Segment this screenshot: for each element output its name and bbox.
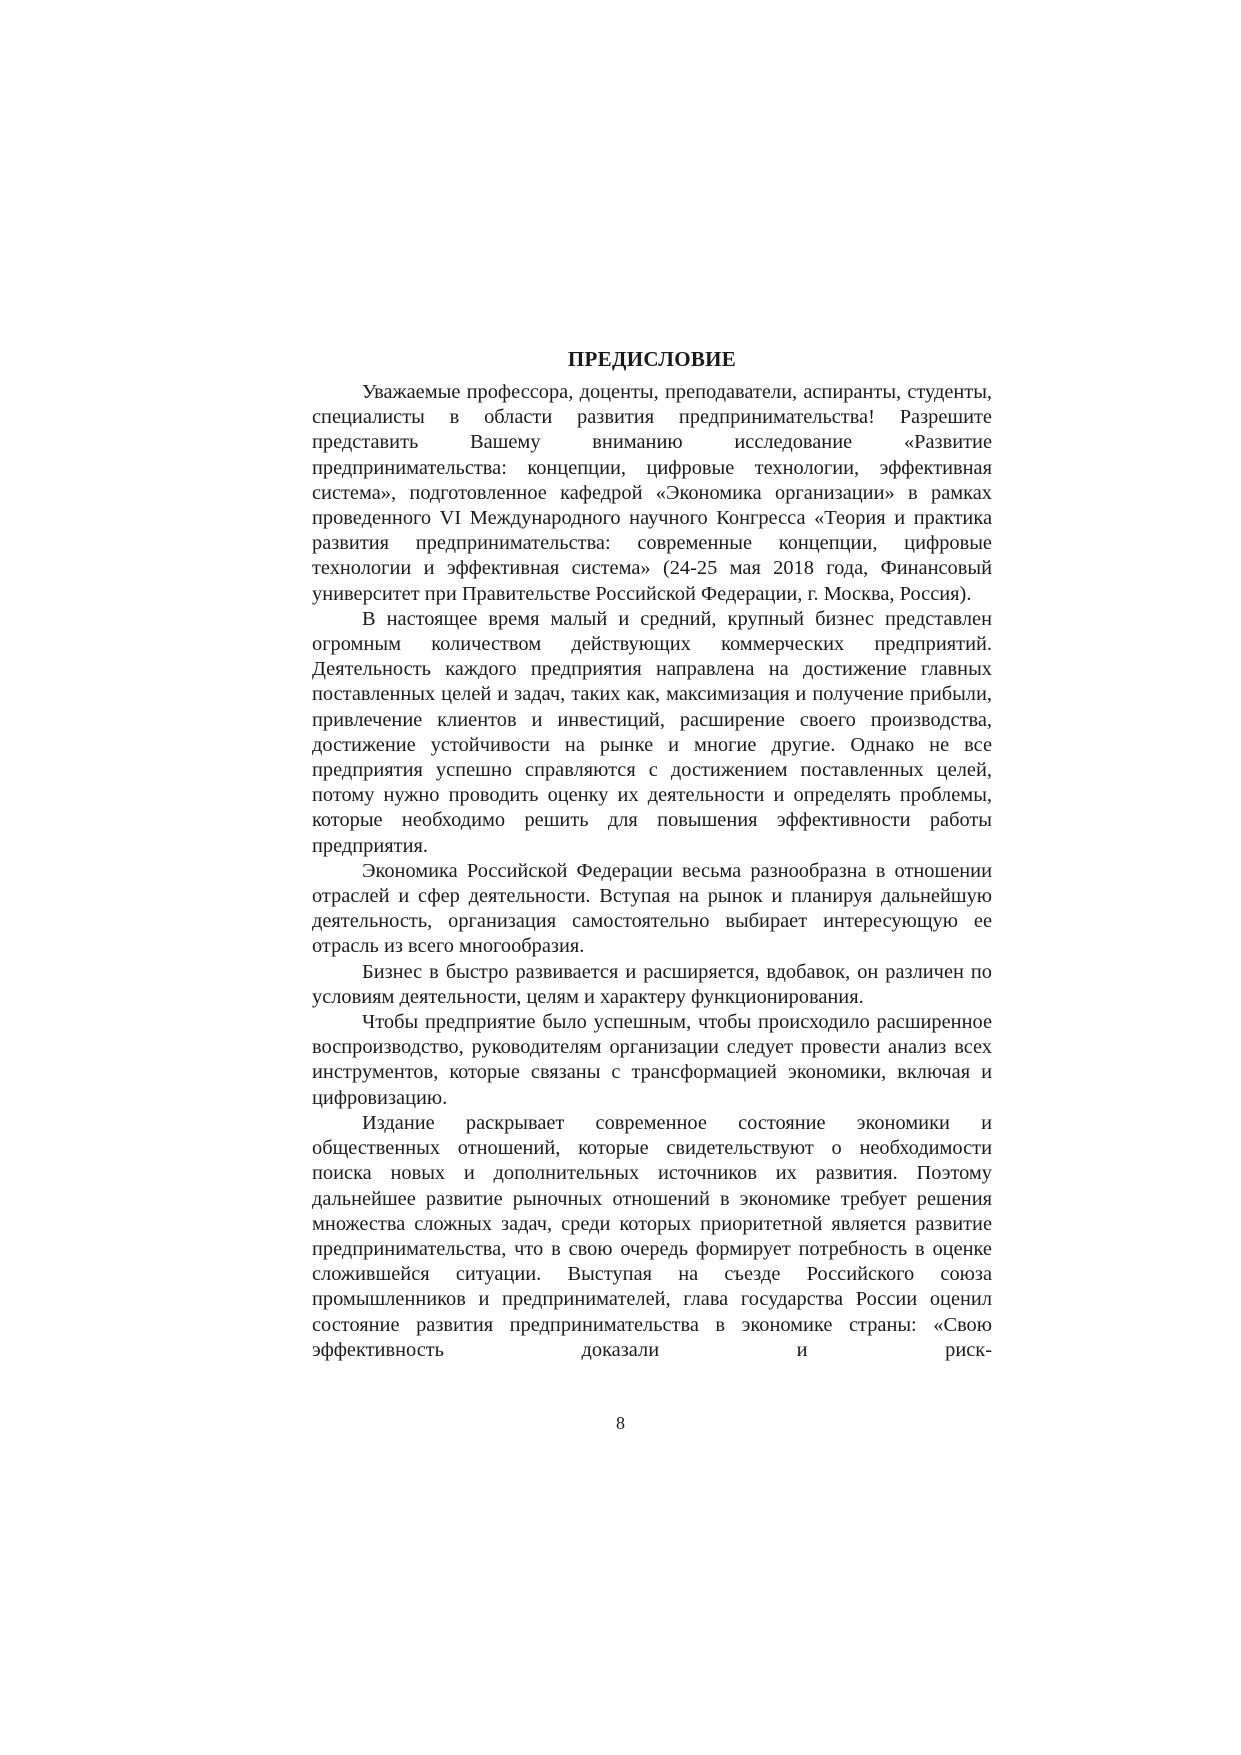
paragraph-5: Чтобы предприятие было успешным, чтобы происходило расширенное воспроизводство, руководителям организации следует провести анализ всех инструментов, которые связаны с трансформацией экономики, включая и цифровизацию. <box>312 1011 992 1109</box>
paragraph-6: Издание раскрывает современное состояние экономики и общественных отношений, которые свидетельствуют о необходимости поиска новых и дополнительных источников их развития. Поэтому дальнейшее развитие рыночных отношений в экономике требует решения множества сложных задач, среди которых приоритетной является развитие предпринимательства, что в свою очередь формирует потребность в оценке сложившейся ситуации. Выступая на съезде Российского союза промышленников и предпринимателей, глава государства России оценил состояние развития предпринимательства в экономике страны: «Свою эффективность доказали и риск- <box>312 1111 992 1361</box>
paragraph-4: Бизнес в быстро развивается и расширяется, вдобавок, он различен по условиям деятельности, целям и характеру функционирования. <box>312 960 992 1008</box>
paragraph-2: В настоящее время малый и средний, крупный бизнес представлен огромным количеством действующих коммерческих предприятий. Деятельность каждого предприятия направлена на достижение главных поставленных целей и задач, таких как, максимизация и получение прибыли, привлечение клиентов и инвестиций, расширение своего производства, достижение устойчивости на рынке и многие другие. Однако не все предприятия успешно справляются с достижением поставленных целей, потому нужно проводить оценку их деятельности и определять проблемы, которые необходимо решить для повышения эффективности работы предприятия. <box>312 607 992 857</box>
page-title: ПРЕДИСЛОВИЕ <box>567 347 737 371</box>
page-body <box>312 346 992 1363</box>
paragraph-3: Экономика Российской Федерации весьма разнообразна в отношении отраслей и сфер деятельности. Вступая на рынок и планируя дальнейшую деятельность, организация самостоятельно выбирает интересующую ее отрасль из всего многообразия. <box>312 859 992 958</box>
paragraph-1: Уважаемые профессора, доценты, преподаватели, аспиранты, студенты, специалисты в области развития предпринимательства! Разрешите представить Вашему вниманию исследование «Развитие предпринимательства: концепции, цифровые технологии, эффективная система», подготовленное кафедрой «Экономика организации» в рамках проведенного VI Международного научного Конгресса «Теория и практика развития предпринимательства: современные концепции, цифровые технологии и эффективная система» (24-25 мая 2018 года, Финансовый университет при Правительстве Российской Федерации, г. Москва, Россия). <box>312 381 992 605</box>
page-number: 8 <box>616 1413 625 1433</box>
